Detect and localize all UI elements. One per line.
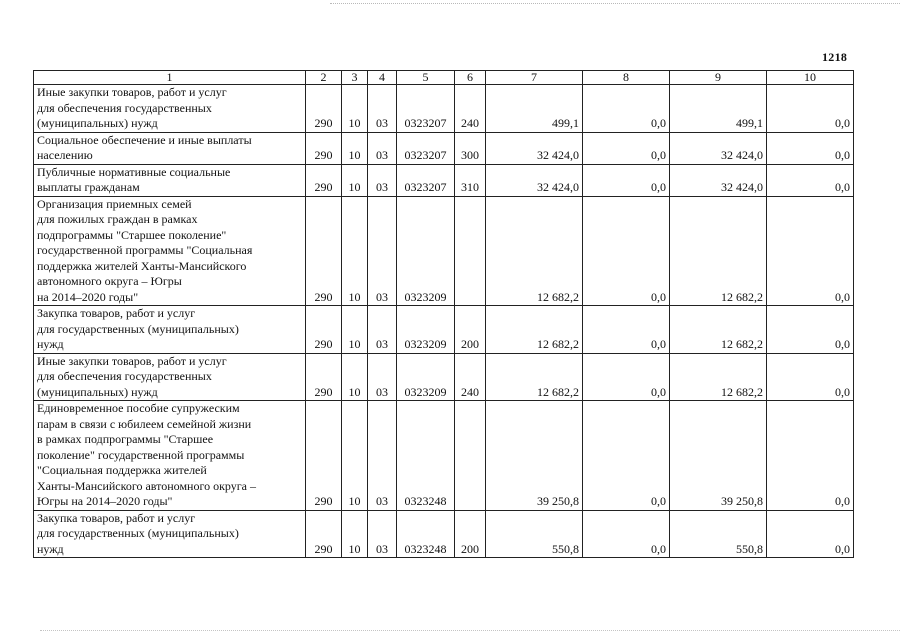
cell-code-3: 03: [368, 164, 397, 196]
budget-table: [33, 70, 854, 558]
cell-amount-9: 12 682,2: [670, 306, 767, 354]
cell-expense-type: 200: [455, 510, 486, 558]
cell-amount-7: 32 424,0: [486, 164, 583, 196]
table-row: [34, 132, 854, 164]
cell-expense-type: 310: [455, 164, 486, 196]
cell-code-3: 03: [368, 401, 397, 511]
cell-expense-type: [455, 196, 486, 306]
cell-amount-9: 39 250,8: [670, 401, 767, 511]
cell-amount-9: 550,8: [670, 510, 767, 558]
cell-code-2: 10: [342, 353, 368, 401]
cell-amount-9: 32 424,0: [670, 164, 767, 196]
cell-amount-8: 0,0: [583, 306, 670, 354]
cell-amount-10: 0,0: [767, 401, 854, 511]
header-cell: 2: [306, 71, 342, 85]
row-title-cell: Закупка товаров, работ и услуг для государственных (муниципальных) нужд: [34, 306, 306, 354]
cell-target-article: 0323207: [397, 85, 455, 133]
row-title-cell: Иные закупки товаров, работ и услуг для обеспечения государственных (муниципальных) нужд: [34, 353, 306, 401]
cell-amount-10: 0,0: [767, 510, 854, 558]
cell-amount-8: 0,0: [583, 164, 670, 196]
cell-amount-10: 0,0: [767, 306, 854, 354]
cell-code-3: 03: [368, 510, 397, 558]
cell-amount-9: 499,1: [670, 85, 767, 133]
cell-amount-8: 0,0: [583, 510, 670, 558]
header-cell: 3: [342, 71, 368, 85]
cell-expense-type: 240: [455, 353, 486, 401]
page-number: 1218: [822, 50, 848, 64]
cell-code-3: 03: [368, 85, 397, 133]
cell-amount-8: 0,0: [583, 401, 670, 511]
cell-code-2: 10: [342, 510, 368, 558]
cell-amount-10: 0,0: [767, 132, 854, 164]
cell-target-article: 0323248: [397, 401, 455, 511]
cell-amount-7: 499,1: [486, 85, 583, 133]
cell-target-article: 0323207: [397, 164, 455, 196]
cell-amount-9: 12 682,2: [670, 196, 767, 306]
cell-amount-8: 0,0: [583, 196, 670, 306]
cell-expense-type: 240: [455, 85, 486, 133]
cell-code-2: 10: [342, 401, 368, 511]
table-row: [34, 510, 854, 558]
cell-code-1: 290: [306, 85, 342, 133]
header-cell: 9: [670, 71, 767, 85]
cell-amount-7: 12 682,2: [486, 306, 583, 354]
cell-target-article: 0323209: [397, 196, 455, 306]
cell-expense-type: [455, 401, 486, 511]
cell-code-2: 10: [342, 306, 368, 354]
cell-amount-7: 550,8: [486, 510, 583, 558]
cell-code-1: 290: [306, 401, 342, 511]
cell-code-1: 290: [306, 164, 342, 196]
header-cell: 7: [486, 71, 583, 85]
cell-amount-7: 39 250,8: [486, 401, 583, 511]
cell-code-1: 290: [306, 510, 342, 558]
table-row: [34, 196, 854, 306]
scan-artifact-bottom: [40, 630, 900, 631]
cell-amount-8: 0,0: [583, 132, 670, 164]
table-row: [34, 353, 854, 401]
table-row: [34, 85, 854, 133]
row-title-cell: Социальное обеспечение и иные выплаты населению: [34, 132, 306, 164]
cell-code-1: 290: [306, 306, 342, 354]
cell-target-article: 0323207: [397, 132, 455, 164]
cell-code-2: 10: [342, 164, 368, 196]
row-title-cell: Публичные нормативные социальные выплаты гражданам: [34, 164, 306, 196]
scan-artifact-top: [330, 3, 900, 4]
cell-code-1: 290: [306, 196, 342, 306]
cell-target-article: 0323209: [397, 306, 455, 354]
cell-amount-7: 32 424,0: [486, 132, 583, 164]
table-header-row: [34, 71, 854, 85]
cell-amount-7: 12 682,2: [486, 353, 583, 401]
cell-code-1: 290: [306, 353, 342, 401]
cell-amount-10: 0,0: [767, 164, 854, 196]
cell-amount-7: 12 682,2: [486, 196, 583, 306]
cell-code-2: 10: [342, 132, 368, 164]
cell-amount-9: 12 682,2: [670, 353, 767, 401]
cell-amount-10: 0,0: [767, 85, 854, 133]
cell-expense-type: 300: [455, 132, 486, 164]
table-row: [34, 401, 854, 511]
cell-target-article: 0323248: [397, 510, 455, 558]
cell-code-3: 03: [368, 306, 397, 354]
table-row: [34, 306, 854, 354]
table-body: [34, 71, 854, 558]
header-cell: 1: [34, 71, 306, 85]
header-cell: 5: [397, 71, 455, 85]
cell-code-3: 03: [368, 196, 397, 306]
row-title-cell: Иные закупки товаров, работ и услуг для обеспечения государственных (муниципальных) нужд: [34, 85, 306, 133]
cell-amount-8: 0,0: [583, 353, 670, 401]
row-title-cell: Организация приемных семей для пожилых граждан в рамках подпрограммы "Старшее поколение" государственной программы "Социальная поддержка жителей Ханты-Мансийского автономного округа – Югры на 2014–2020 годы": [34, 196, 306, 306]
header-cell: 6: [455, 71, 486, 85]
cell-amount-9: 32 424,0: [670, 132, 767, 164]
row-title-cell: Единовременное пособие супружеским парам в связи с юбилеем семейной жизни в рамках подпрограммы "Старшее поколение" государственной программы "Социальная поддержка жителей Ханты-Мансийского автономного округа – Югры на 2014–2020 годы": [34, 401, 306, 511]
table-row: [34, 164, 854, 196]
cell-code-2: 10: [342, 196, 368, 306]
cell-code-3: 03: [368, 353, 397, 401]
header-cell: 4: [368, 71, 397, 85]
cell-code-3: 03: [368, 132, 397, 164]
cell-code-1: 290: [306, 132, 342, 164]
row-title-cell: Закупка товаров, работ и услуг для государственных (муниципальных) нужд: [34, 510, 306, 558]
cell-target-article: 0323209: [397, 353, 455, 401]
cell-code-2: 10: [342, 85, 368, 133]
header-cell: 10: [767, 71, 854, 85]
header-cell: 8: [583, 71, 670, 85]
cell-expense-type: 200: [455, 306, 486, 354]
cell-amount-8: 0,0: [583, 85, 670, 133]
cell-amount-10: 0,0: [767, 353, 854, 401]
cell-amount-10: 0,0: [767, 196, 854, 306]
